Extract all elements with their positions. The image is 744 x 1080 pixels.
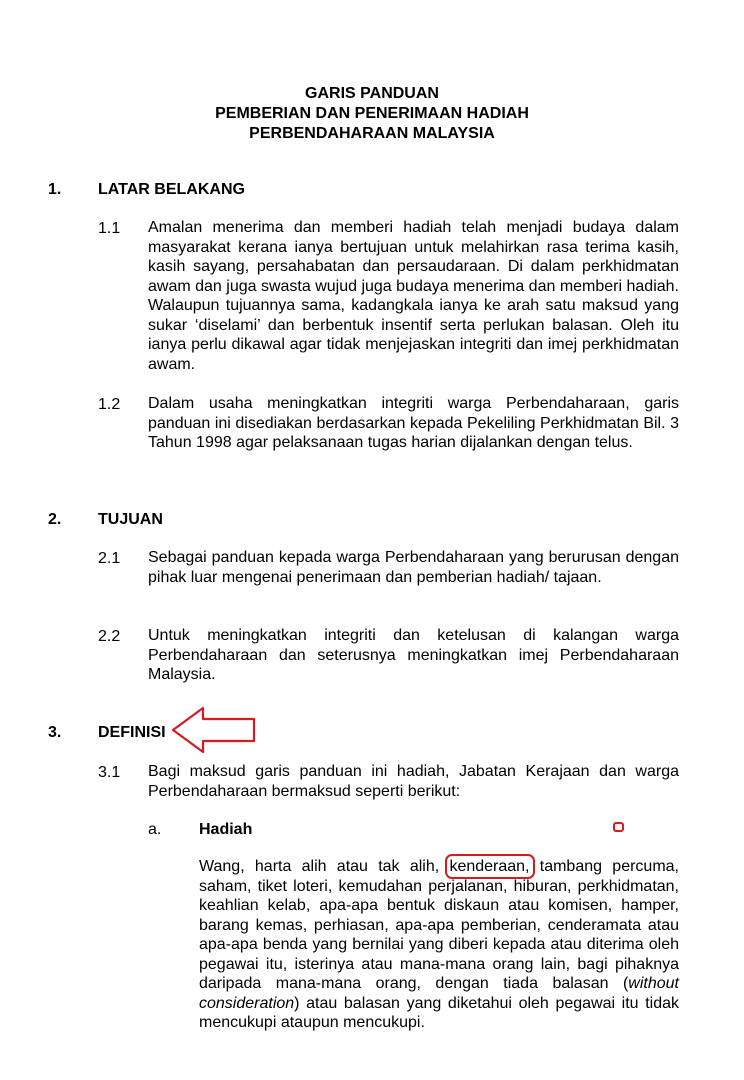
subsection-number: 1.1: [98, 220, 121, 237]
circle-mark-icon: [613, 822, 624, 832]
subsection-number: 2.1: [98, 550, 121, 567]
section-number: 3.: [48, 724, 62, 741]
hadiah-definition: [199, 857, 679, 1033]
left-arrow-icon: [170, 704, 258, 756]
definition-text: tambang percuma, saham, tiket loteri, kemudahan perjalanan, hiburan, perkhidmatan, keahlian kelab, apa-apa bentuk diskaun atau komisen, hamper, barang kemas, perhiasan, apa-apa pemberian, cenderamata atau apa-apa benda yang bernilai yang diberi kepada atau diterima oleh pegawai itu, isterinya atau mana-mana orang lain, bagi pihaknya daripada mana-mana orang, dengan tiada balasan (: [199, 858, 679, 992]
section-number: 1.: [48, 181, 62, 198]
paragraph-1-2: Dalam usaha meningkatkan integriti warga Perbendaharaan, garis panduan ini disediakan berdasarkan kepada Pekeliling Perkhidmatan Bil. 3 Tahun 1998 agar pelaksanaan tugas harian dijalankan dengan telus.: [148, 395, 679, 451]
paragraph-1-1: Amalan menerima dan memberi hadiah telah menjadi budaya dalam masyarakat kerana ianya bertujuan untuk melahirkan rasa terima kasih, kasih sayang, persahabatan dan persaudaraan. Di dalam perkhidmatan awam dan juga swasta wujud juga budaya menerima dan memberi hadiah. Walaupun tujuannya sama, kadangkala ianya ke arah satu maksud yang sukar ‘diselami’ dan berbentuk insentif serta perlukan balasan. Oleh itu ianya perlu dikawal agar tidak menjejaskan integriti dan imej perkhidmatan awam.: [148, 219, 679, 373]
doc-title-line-3: PERBENDAHARAAN MALAYSIA: [249, 125, 495, 142]
section-heading-tujuan: TUJUAN: [98, 511, 163, 528]
definition-text: ) atau balasan yang diketahui oleh pegawai itu tidak mencukupi ataupun mencukupi.: [199, 994, 679, 1031]
section-heading-definisi: DEFINISI: [98, 724, 166, 741]
item-letter: a.: [148, 821, 162, 838]
subsection-number: 2.2: [98, 628, 121, 645]
paragraph-3-1: Bagi maksud garis panduan ini hadiah, Jabatan Kerajaan dan warga Perbendaharaan bermaksud seperti berikut:: [148, 763, 679, 800]
definition-italic-text: without consideration: [199, 975, 679, 1012]
section-heading-latar-belakang: LATAR BELAKANG: [98, 181, 245, 198]
section-number: 2.: [48, 511, 62, 528]
definition-text: Wang, harta alih atau tak alih,: [199, 858, 440, 875]
subsection-number: 3.1: [98, 764, 121, 781]
highlighted-term-text: kenderaan,: [449, 858, 530, 875]
paragraph-2-1: Sebagai panduan kepada warga Perbendaharaan yang berurusan dengan pihak luar mengenai penerimaan dan pemberian hadiah/ tajaan.: [148, 549, 679, 586]
highlight-circle-annotation: [445, 854, 534, 879]
subsection-number: 1.2: [98, 396, 121, 413]
doc-title-line-1: GARIS PANDUAN: [305, 85, 439, 102]
paragraph-2-2: Untuk meningkatkan integriti dan ketelusan di kalangan warga Perbendaharaan dan seterusnya meningkatkan imej Perbendaharaan Malaysia.: [148, 627, 679, 683]
highlighted-term: [449, 857, 529, 877]
item-heading-hadiah: Hadiah: [199, 821, 253, 838]
doc-title-line-2: PEMBERIAN DAN PENERIMAAN HADIAH: [215, 105, 529, 122]
